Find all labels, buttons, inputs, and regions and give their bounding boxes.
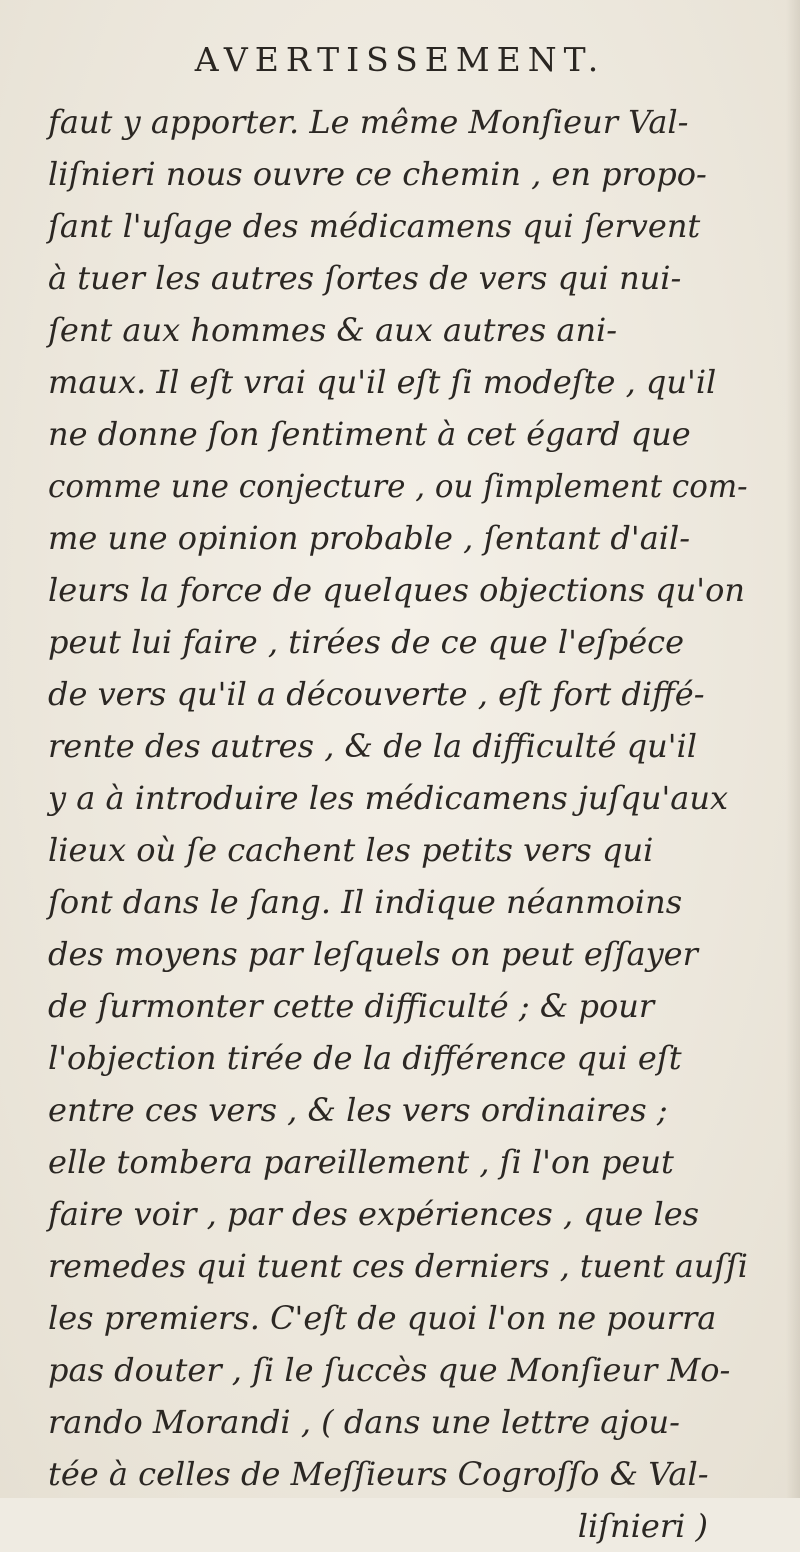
- text-line: rando Morandi , ( dans une lettre ajou-: [48, 1403, 680, 1441]
- body-text: [48, 96, 748, 1552]
- page-edge-shadow: [786, 0, 800, 1498]
- text-line: de vers qu'il a découverte , eſt fort diffé-: [48, 675, 705, 713]
- text-line: ſont dans le ſang. Il indique néanmoins: [48, 883, 683, 921]
- text-line: me une opinion probable , ſentant d'ail-: [48, 519, 691, 557]
- text-line: pas douter , ſi le ſuccès que Monſieur Mo-: [48, 1351, 731, 1389]
- text-line: faire voir , par des expériences , que les: [48, 1195, 700, 1233]
- text-line: ne donne ſon ſentiment à cet égard que: [48, 415, 691, 453]
- text-line: leurs la force de quelques objections qu'on: [48, 571, 745, 609]
- text-line: à tuer les autres ſortes de vers qui nui-: [48, 259, 682, 297]
- text-line: peut lui faire , tirées de ce que l'eſpéce: [48, 623, 684, 661]
- text-line: maux. Il eſt vrai qu'il eſt ſi modeſte , qu'il: [48, 363, 717, 401]
- text-line: tée à celles de Meſſieurs Cogroſſo & Val-: [48, 1455, 709, 1493]
- text-line: elle tombera pareillement , ſi l'on peut: [48, 1143, 674, 1181]
- text-line: liſnieri nous ouvre ce chemin , en propo-: [48, 155, 707, 193]
- running-head: AVERTISSEMENT.: [194, 40, 606, 79]
- text-line: de ſurmonter cette difficulté ; & pour: [48, 987, 655, 1025]
- text-line: y a à introduire les médicamens juſqu'aux: [48, 779, 728, 817]
- text-line: l'objection tirée de la différence qui eſt: [48, 1039, 682, 1077]
- text-line: des moyens par leſquels on peut eſſayer: [48, 935, 698, 973]
- text-line: remedes qui tuent ces derniers , tuent auſſi: [48, 1247, 748, 1285]
- text-line: ſent aux hommes & aux autres ani-: [48, 311, 618, 349]
- text-line: ſant l'uſage des médicamens qui ſervent: [48, 207, 701, 245]
- text-line: entre ces vers , & les vers ordinaires ;: [48, 1091, 668, 1129]
- text-line: lieux où ſe cachent les petits vers qui: [48, 831, 654, 869]
- text-line: faut y apporter. Le même Monſieur Val-: [48, 103, 689, 141]
- text-line: les premiers. C'eſt de quoi l'on ne pourra: [48, 1299, 717, 1337]
- text-line: liſnieri ): [577, 1507, 708, 1545]
- text-line: rente des autres , & de la difficulté qu'il: [48, 727, 697, 765]
- text-line: comme une conjecture , ou ſimplement com-: [48, 467, 748, 505]
